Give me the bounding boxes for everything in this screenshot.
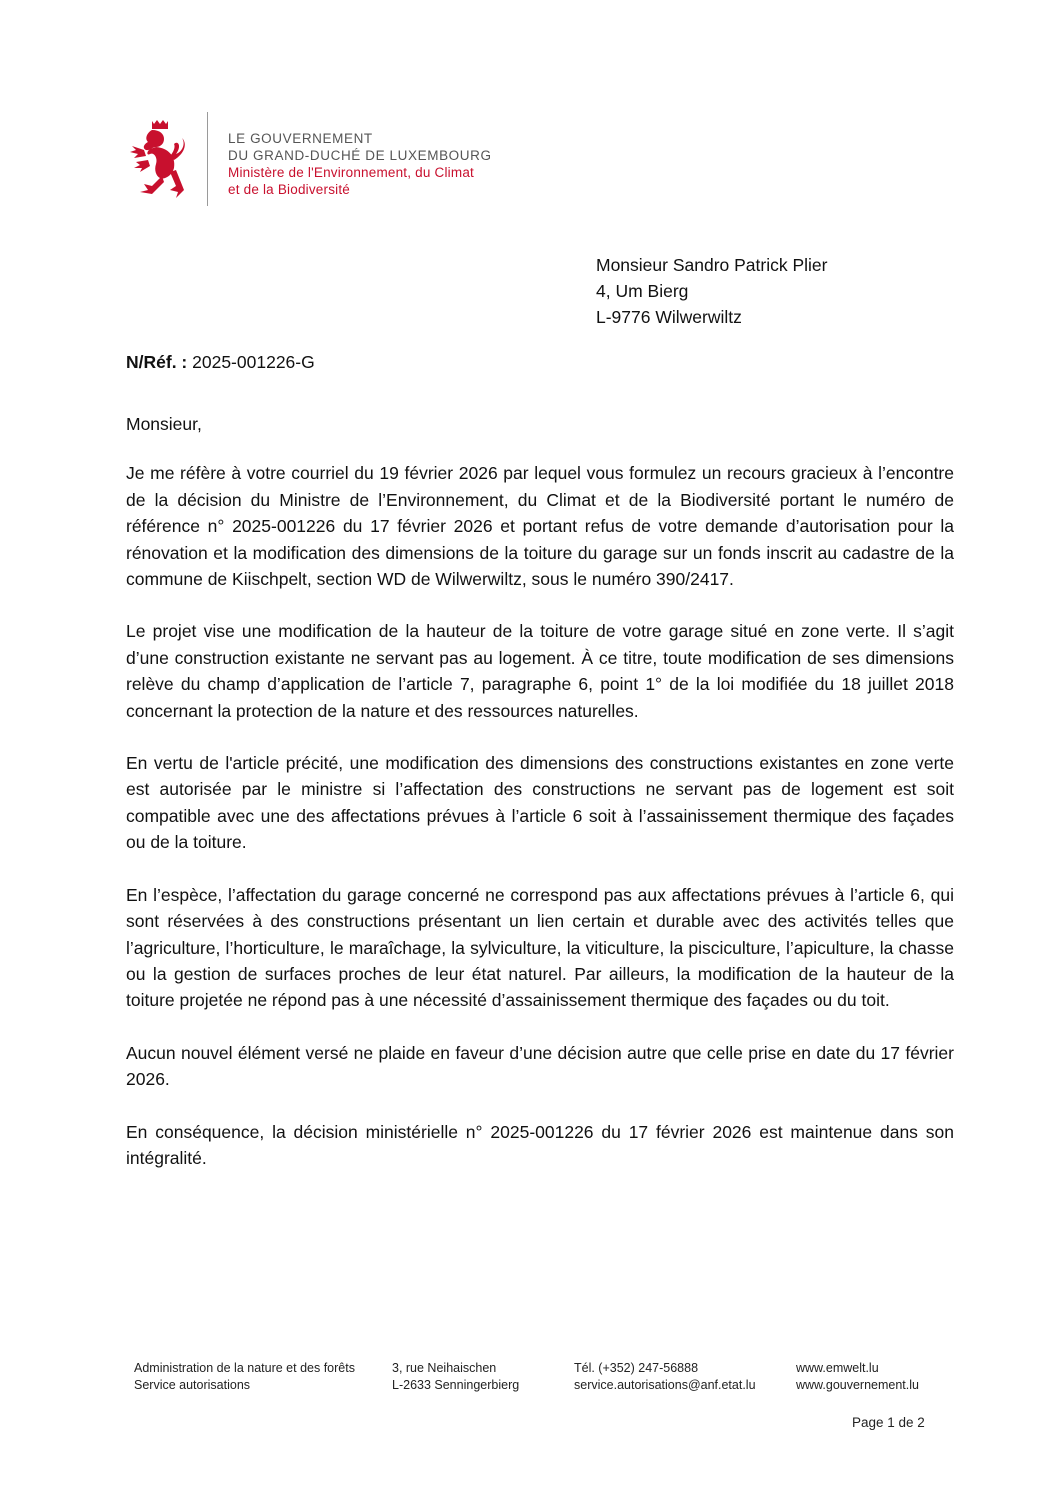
government-line-2: DU GRAND-DUCHÉ DE LUXEMBOURG [228,148,492,163]
ministry-line-2: et de la Biodiversité [228,182,351,197]
footer-email: service.autorisations@anf.etat.lu [574,1378,756,1392]
salutation: Monsieur, [126,414,202,434]
footer-administration [134,1360,355,1394]
paragraph-legal-basis: En vertu de l'article précité, une modification des dimensions des constructions existantes en zone verte est autorisée par le ministre si l’affectation des constructions ne servant pas de logement est soit compatible avec une des affectations prévues à l’article 6 soit à l’assainissement thermique des façades ou de la toiture. [126,753,954,853]
recipient-name: Monsieur Sandro Patrick Plier [596,255,828,275]
footer-city: L-2633 Senningerbierg [392,1378,520,1392]
luxembourg-red-lion-icon [130,120,190,200]
paragraph-no-new-element: Aucun nouvel élément versé ne plaide en faveur d’une décision autre que celle prise en date du 17 février 2026. [126,1042,954,1090]
header-divider [207,112,208,206]
government-line-1: LE GOUVERNEMENT [228,131,373,146]
page-number: Page 1 de 2 [852,1415,925,1430]
paragraph-reference: Je me réfère à votre courriel du 19 février 2026 par lequel vous formulez un recours gracieux à l’encontre de la décision du Ministre de l’Environnement, du Climat et de la Biodiversité portant le numéro de référence n° 2025-001226 du 17 février 2026 et portant refus de votre demande d’autorisation pour la rénovation et la modification des dimensions de la toiture du garage sur un fonds inscrit au cadastre de la commune de Kiischpelt, section WD de Wilwerwiltz, sous le numéro 390/2417. [126,463,954,590]
footer-contact [574,1360,756,1394]
ministry-line-1: Ministère de l'Environnement, du Climat [228,165,474,180]
paragraph-conclusion: En conséquence, la décision ministérielle n° 2025-001226 du 17 février 2026 est maintenue dans son intégralité. [126,1121,954,1168]
footer-street: 3, rue Neihaischen [392,1361,497,1375]
footer-website-emwelt: www.emwelt.lu [796,1361,879,1375]
reference-line [126,349,315,375]
government-header [228,130,492,198]
footer-administration-name: Administration de la nature et des forêts [134,1361,355,1375]
paragraph-project: Le projet vise une modification de la hauteur de la toiture de votre garage situé en zone verte. Il s’agit d’une construction existante ne servant pas au logement. À ce titre, toute modification de ses dimensions relève du champ d’application de l’article 7, paragraphe 6, point 1° de la loi modifiée du 18 juillet 2018 concernant la protection de la nature et des ressources naturelles. [126,621,954,721]
reference-label: N/Réf. : [126,352,188,372]
recipient-street: 4, Um Bierg [596,281,689,301]
reference-value: 2025-001226-G [192,352,315,372]
footer-address [392,1360,519,1394]
footer-website-gouvernement: www.gouvernement.lu [796,1378,919,1392]
footer-service-name: Service autorisations [134,1378,251,1392]
footer-phone: Tél. (+352) 247-56888 [574,1361,699,1375]
paragraph-assessment: En l’espèce, l’affectation du garage concerné ne correspond pas aux affectations prévues à l’article 6, qui sont réservées à des constructions présentant un lien certain et durable avec des activités telles que l’agriculture, l’horticulture, le maraîchage, la sylviculture, la viticulture, la pisciculture, l’apiculture, la chasse ou la gestion de surfaces proches de leur état naturel. Par ailleurs, la modification de la hauteur de la toiture projetée ne répond pas à une nécessité d’assainissement thermique des façades ou du toit. [126,884,954,1011]
footer-websites [796,1360,919,1394]
letter-body [126,411,954,1197]
recipient-address [596,252,827,330]
recipient-city: L-9776 Wilwerwiltz [596,307,742,327]
